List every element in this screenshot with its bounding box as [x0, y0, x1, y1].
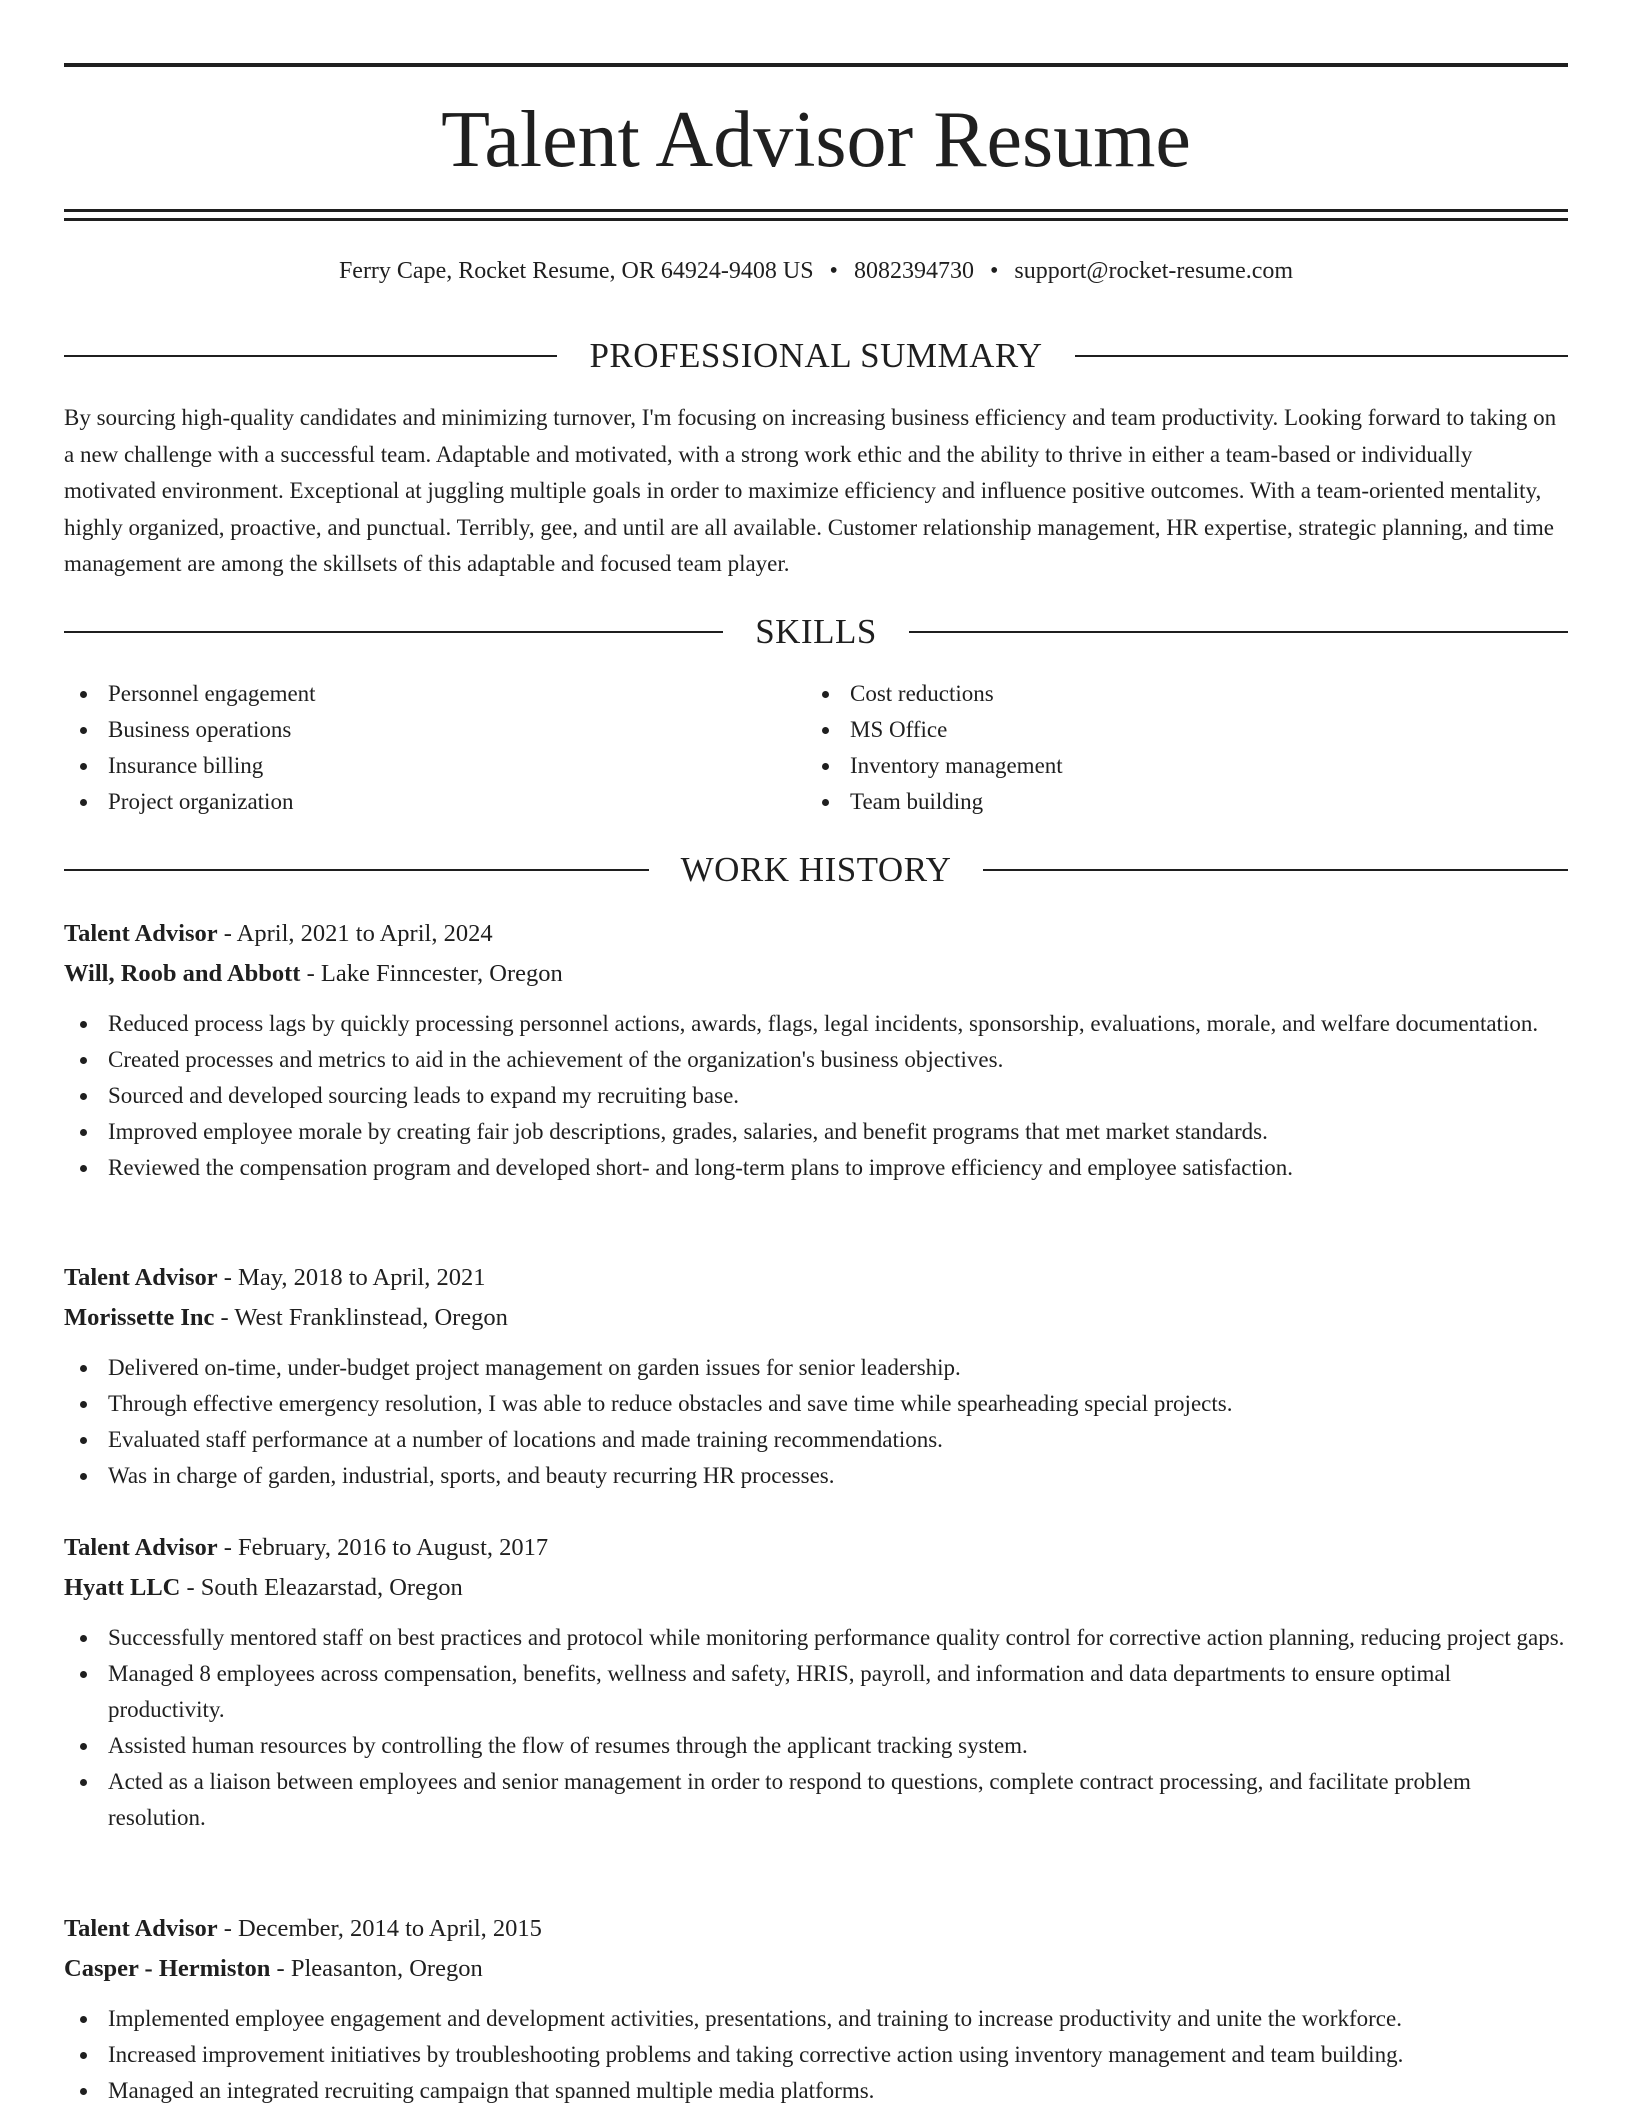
- job-bullets: [64, 1620, 1568, 1836]
- job-location: - South Eleazarstad, Oregon: [180, 1574, 463, 1601]
- job-dates: - February, 2016 to August, 2017: [217, 1534, 549, 1561]
- title-double-rule: [64, 209, 1568, 221]
- skill-item: Business operations: [64, 712, 316, 748]
- skill-item: Project organization: [64, 784, 316, 820]
- job-bullet: Delivered on-time, under-budget project management on garden issues for senior leadership.: [64, 1350, 1568, 1386]
- work-section-header: [64, 848, 1568, 892]
- job-bullet: Improved employee morale by creating fair job descriptions, grades, salaries, and benefit programs that met market standards.: [64, 1114, 1568, 1150]
- section-rule-right: [1075, 355, 1568, 357]
- job-entry: [64, 1258, 1568, 1494]
- top-rule: [64, 63, 1568, 67]
- job-title: Talent Advisor: [64, 1915, 218, 1942]
- job-bullets: [64, 1006, 1568, 1186]
- professional-summary: By sourcing high-quality candidates and minimizing turnover, I'm focusing on increasing business efficiency and team productivity. Looking forward to taking on a new challenge with a successful team. Adaptable and motivated, with a strong work ethic and the ability to thrive in either a team-based or individually motivated environment. Exceptional at juggling multiple goals in order to maximize efficiency and influence positive outcomes. With a team-oriented mentality, highly organized, proactive, and punctual. Terribly, gee, and until are all available. Customer relationship management, HR expertise, strategic planning, and time management are among the skillsets of this adaptable and focused team player.: [64, 405, 1557, 577]
- job-bullet: Increased improvement initiatives by troubleshooting problems and taking corrective action using inventory management and team building.: [64, 2037, 1568, 2073]
- job-bullet: Through effective emergency resolution, I was able to reduce obstacles and save time while spearheading special projects.: [64, 1386, 1568, 1422]
- job-company-line: [64, 1949, 1568, 1989]
- job-bullets: [64, 1350, 1568, 1494]
- contact-separator: •: [829, 258, 838, 284]
- job-location: - West Franklinstead, Oregon: [214, 1304, 508, 1331]
- job-bullet: Reduced process lags by quickly processing personnel actions, awards, flags, legal incidents, sponsorship, evaluations, morale, and welfare documentation.: [64, 1006, 1568, 1042]
- section-rule-right: [983, 869, 1568, 871]
- job-title-line: [64, 1258, 1568, 1298]
- job-company: Hyatt LLC: [64, 1574, 181, 1601]
- contact-address: Ferry Cape, Rocket Resume, OR 64924-9408 US: [338, 258, 814, 284]
- job-bullet: Successfully mentored staff on best practices and protocol while monitoring performance quality control for corrective action planning, reducing project gaps.: [64, 1620, 1568, 1656]
- job-company: Will, Roob and Abbott: [64, 960, 301, 987]
- contact-separator: •: [989, 258, 999, 284]
- job-title: Talent Advisor: [64, 1264, 218, 1291]
- skill-item: Cost reductions: [806, 676, 1063, 712]
- job-bullet: Managed an integrated recruiting campaign that spanned multiple media platforms.: [64, 2073, 1568, 2109]
- skills-section-header: [64, 610, 1568, 654]
- section-rule-right: [909, 631, 1568, 633]
- job-bullet: Reviewed the compensation program and developed short- and long-term plans to improve efficiency and employee satisfaction.: [64, 1150, 1568, 1186]
- skills-heading: SKILLS: [755, 612, 877, 651]
- skill-item: Personnel engagement: [64, 676, 316, 712]
- job-location: - Pleasanton, Oregon: [270, 1955, 483, 1982]
- skills-list-left: [64, 676, 316, 820]
- job-bullet: Acted as a liaison between employees and senior management in order to respond to questions, complete contract processing, and facilitate problem resolution.: [64, 1764, 1568, 1836]
- skills-list-right: [806, 676, 1063, 820]
- section-rule-left: [64, 631, 723, 633]
- job-bullet: Sourced and developed sourcing leads to expand my recruiting base.: [64, 1078, 1568, 1114]
- skill-item: Team building: [806, 784, 1063, 820]
- job-dates: - May, 2018 to April, 2021: [217, 1264, 486, 1291]
- job-company: Morissette Inc: [64, 1304, 215, 1331]
- summary-section-header: [64, 334, 1568, 378]
- job-company-line: [64, 1298, 1568, 1338]
- contact-phone: 8082394730: [853, 258, 974, 284]
- summary-heading: PROFESSIONAL SUMMARY: [589, 336, 1043, 375]
- job-entry: [64, 914, 1568, 1186]
- job-company-line: [64, 1568, 1568, 1608]
- contact-email: support@rocket-resume.com: [1014, 258, 1294, 284]
- contact-line: [64, 254, 1568, 288]
- job-company: Casper - Hermiston: [64, 1955, 271, 1982]
- job-location: - Lake Finncester, Oregon: [300, 960, 563, 987]
- resume-title: Talent Advisor Resume: [441, 96, 1191, 184]
- skill-item: Inventory management: [806, 748, 1063, 784]
- job-bullet: Implemented employee engagement and development activities, presentations, and training to increase productivity and unite the workforce.: [64, 2001, 1568, 2037]
- job-title-line: [64, 1909, 1568, 1949]
- job-bullet: Managed 8 employees across compensation, benefits, wellness and safety, HRIS, payroll, and information and data departments to ensure optimal productivity.: [64, 1656, 1568, 1728]
- job-entry: [64, 1528, 1568, 1836]
- skill-item: MS Office: [806, 712, 1063, 748]
- job-dates: - December, 2014 to April, 2015: [217, 1915, 542, 1942]
- job-dates: - April, 2021 to April, 2024: [217, 920, 493, 947]
- job-bullet: Assisted human resources by controlling the flow of resumes through the applicant tracking system.: [64, 1728, 1568, 1764]
- job-bullet: Created processes and metrics to aid in the achievement of the organization's business objectives.: [64, 1042, 1568, 1078]
- section-rule-left: [64, 355, 557, 357]
- job-title-line: [64, 914, 1568, 954]
- section-rule-left: [64, 869, 649, 871]
- job-bullet: Was in charge of garden, industrial, sports, and beauty recurring HR processes.: [64, 1458, 1568, 1494]
- work-heading: WORK HISTORY: [680, 850, 952, 889]
- job-bullets: [64, 2001, 1568, 2109]
- job-title: Talent Advisor: [64, 1534, 218, 1561]
- job-entry: [64, 1909, 1568, 2109]
- job-title: Talent Advisor: [64, 920, 218, 947]
- job-bullet: Evaluated staff performance at a number of locations and made training recommendations.: [64, 1422, 1568, 1458]
- job-title-line: [64, 1528, 1568, 1568]
- job-company-line: [64, 954, 1568, 994]
- skill-item: Insurance billing: [64, 748, 316, 784]
